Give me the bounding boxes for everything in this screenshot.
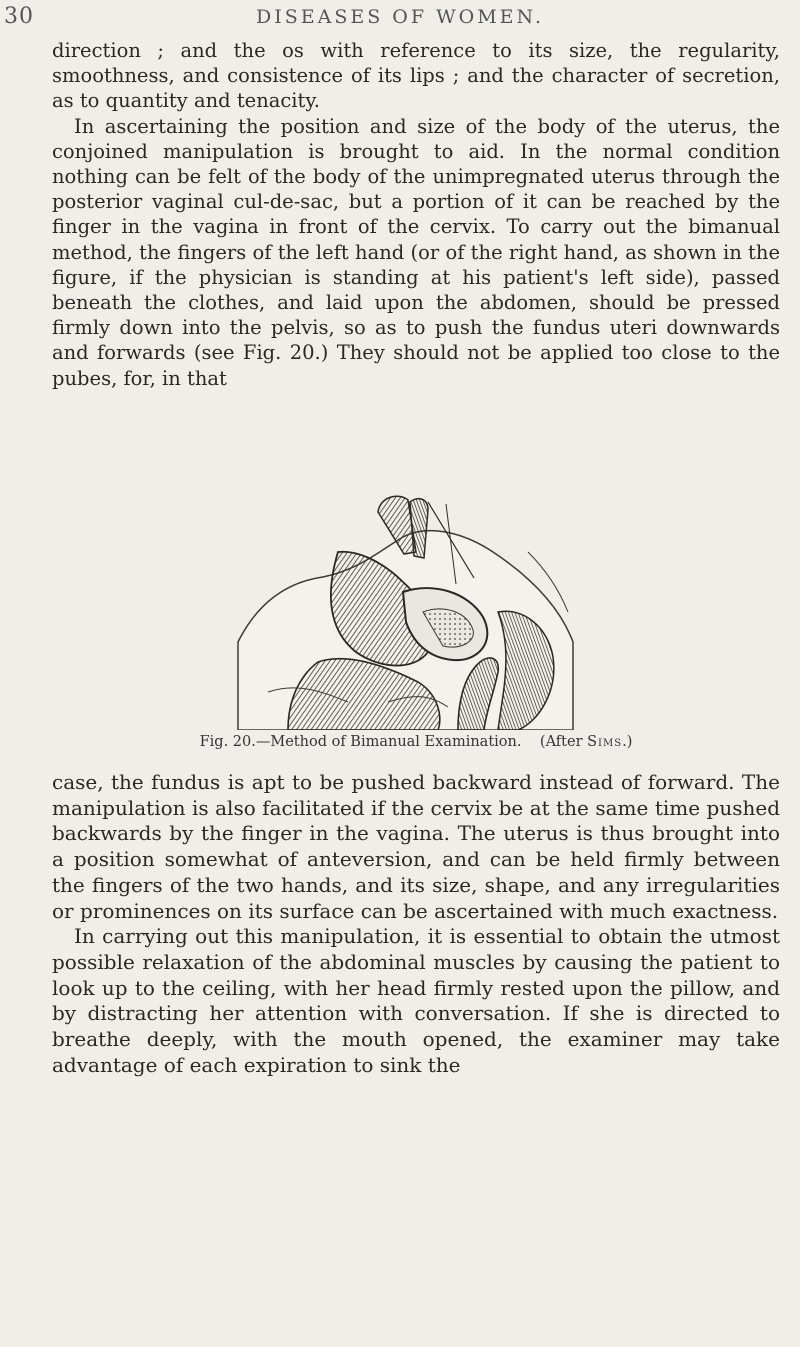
caption-credit-prefix: (After [539, 734, 588, 750]
text-block-top [52, 38, 780, 391]
caption-credit-name: Sims [587, 734, 623, 750]
text-block-bottom [52, 770, 780, 1078]
caption-text: —Method of Bimanual Examination. [255, 734, 522, 750]
paragraph: direction ; and the os with reference to its size, the regularity, smoothness, and consistence of its lips ; and the character of secretion, as to quantity and tenacity. [52, 39, 780, 113]
running-head [0, 4, 800, 34]
anatomical-engraving-illustration [228, 492, 576, 730]
paragraph: In ascertaining the position and size of the body of the uterus, the conjoined manipulation is brought to aid. In the normal condition nothing can be felt of the body of the unimpregnated uterus through the posterior vaginal cul-de-sac, but a portion of it can be reached by the finger in the vagina in front of the cervix. To carry out the bimanual method, the fingers of the left hand (or of the right hand, as shown in the figure, if the physician is standing at his patient's left side), passed beneath the clothes, and laid upon the abdomen, should be pressed firmly down into the pelvis, so as to push the fundus uteri downwards and forwards (see Fig. 20.) They should not be applied too close to the pubes, for, in that [52, 114, 780, 390]
paragraph: In carrying out this manipulation, it is essential to obtain the utmost possible relaxation of the abdominal muscles by causing the patient to look up to the ceiling, with her head firmly rested upon the pillow, and by distracting her attention with conversation. If she is directed to breathe deeply, with the mouth opened, the examiner may take advantage of each expiration to sink the [52, 924, 780, 1077]
caption-credit-suffix: .) [622, 734, 633, 750]
figure-caption [52, 734, 780, 750]
running-title: DISEASES OF WOMEN. [256, 6, 544, 28]
figure-bimanual-examination [228, 492, 576, 730]
caption-label: Fig. 20. [199, 734, 256, 750]
paragraph: case, the fundus is apt to be pushed backward instead of forward. The manipulation is also facilitated if the cervix be at the same time pushed backwards by the finger in the vagina. The uterus is thus brought into a position somewhat of anteversion, and can be held firmly between the fingers of the two hands, and its size, shape, and any irregularities or prominences on its surface can be ascertained with much exactness. [52, 770, 780, 923]
page-number: 30 [4, 4, 34, 29]
